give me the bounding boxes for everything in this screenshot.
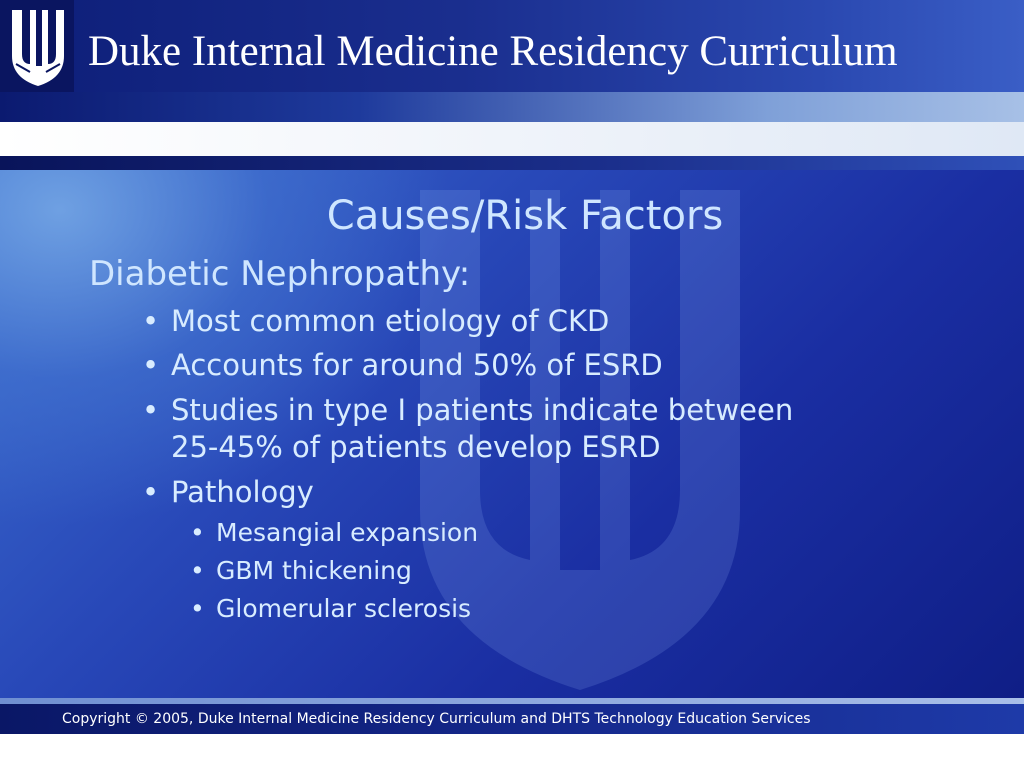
- header-title: Duke Internal Medicine Residency Curriculum: [88, 28, 898, 75]
- sub-bullet-text: Glomerular sclerosis: [216, 594, 472, 623]
- bullet-glyph: •: [190, 594, 205, 623]
- bullet-text-continuation: 25-45% of patients develop ESRD: [171, 430, 661, 464]
- bullet-item: [142, 474, 314, 511]
- bullet-item: [142, 303, 609, 340]
- bullet-item: [142, 392, 793, 466]
- decorative-band-light: [0, 122, 1024, 156]
- sub-bullet-item: [190, 517, 478, 549]
- bullet-glyph: •: [142, 475, 160, 509]
- bullet-glyph: •: [142, 393, 160, 427]
- copyright-text: Copyright © 2005, Duke Internal Medicine Residency Curriculum and DHTS Technology Education Services: [62, 711, 811, 727]
- bullet-text: Most common etiology of CKD: [171, 304, 610, 338]
- sub-bullet-item: [190, 593, 471, 625]
- header-bar: [0, 0, 1024, 92]
- section-heading: Diabetic Nephropathy:: [89, 254, 471, 294]
- bullet-glyph: •: [190, 556, 205, 585]
- sub-bullet-text: GBM thickening: [216, 556, 412, 585]
- bullet-text: Studies in type I patients indicate between: [171, 393, 794, 427]
- bullet-item: [142, 347, 663, 384]
- slide-body: [0, 170, 1024, 698]
- bullet-text: Pathology: [171, 475, 314, 509]
- logo-container: [0, 0, 74, 92]
- sub-bullet-item: [190, 555, 412, 587]
- decorative-band-dark: [0, 156, 1024, 170]
- bullet-glyph: •: [142, 348, 160, 382]
- bullet-glyph: •: [142, 304, 160, 338]
- decorative-band-top: [0, 92, 1024, 122]
- sub-bullet-text: Mesangial expansion: [216, 518, 479, 547]
- footer-bar: [0, 704, 1024, 734]
- bullet-text: Accounts for around 50% of ESRD: [171, 348, 663, 382]
- slide-title: Causes/Risk Factors: [326, 193, 724, 239]
- duke-shield-logo-icon: [0, 0, 74, 92]
- bullet-glyph: •: [190, 518, 205, 547]
